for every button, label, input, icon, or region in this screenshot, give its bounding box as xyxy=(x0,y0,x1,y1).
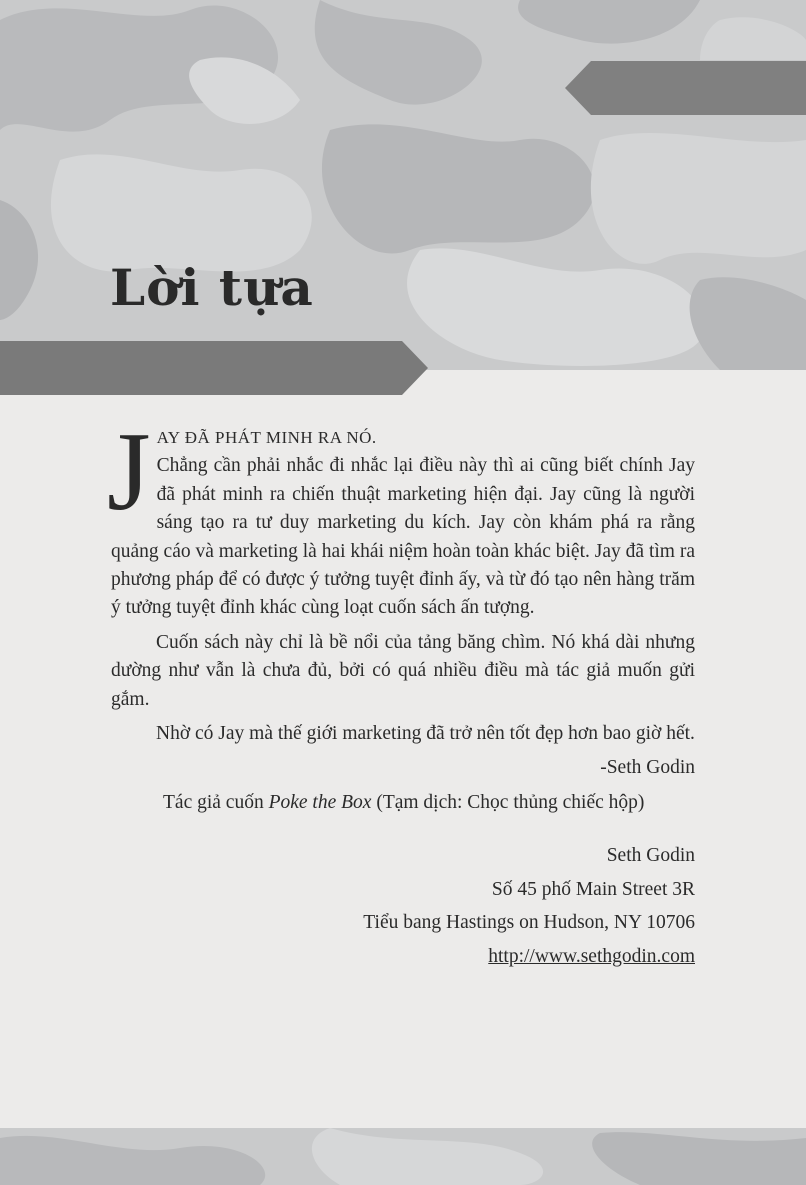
attribution xyxy=(111,789,695,817)
camouflage-footer xyxy=(0,1128,806,1185)
signature: -Seth Godin xyxy=(600,757,695,779)
lead-caps: AY ĐÃ PHÁT MINH RA NÓ. xyxy=(156,428,377,447)
address-city: Tiểu bang Hastings on Hudson, NY 10706 xyxy=(363,912,695,934)
header-band-right xyxy=(565,61,806,115)
body-text xyxy=(107,410,695,973)
address-street: Số 45 phố Main Street 3R xyxy=(491,878,695,900)
address-block xyxy=(111,839,695,973)
attribution-book-title: Poke the Box xyxy=(268,791,372,813)
dropcap-letter: J xyxy=(107,410,151,534)
website-link[interactable]: http://www.sethgodin.com xyxy=(488,945,695,967)
paragraph-2: Cuốn sách này chỉ là bề nổi của tảng băng chìm. Nó khá dài nhưng dường như vẫn là chưa đủ, bởi có quá nhiều điều mà tác giả muốn gửi gắm. xyxy=(111,631,695,710)
title-band xyxy=(0,341,428,395)
page-title: Lời tựa xyxy=(110,258,314,317)
attribution-prefix: Tác giả cuốn xyxy=(163,791,269,813)
address-name: Seth Godin xyxy=(606,845,695,867)
paragraph-3: Nhờ có Jay mà thế giới marketing đã trở nên tốt đẹp hơn bao giờ hết. xyxy=(156,723,695,745)
lead-text: Chẳng cần phải nhắc đi nhắc lại điều này thì ai cũng biết chính Jay đã phát minh ra chiến thuật marketing hiện đại. Jay cũng là người sáng tạo ra tư duy marketing du kích. Jay còn khám phá ra rằng quảng cáo và marketing là hai khái niệm hoàn toàn khác biệt. Jay đã tìm ra phương pháp để có được ý tưởng tuyệt đỉnh ấy, và từ đó tạo nên hàng trăm ý tưởng tuyệt đỉnh khác cùng loạt cuốn sách ấn tượng. xyxy=(111,455,695,619)
lead-paragraph xyxy=(107,410,695,623)
attribution-suffix: (Tạm dịch: Chọc thủng chiếc hộp) xyxy=(371,791,645,813)
camouflage-footer-pattern xyxy=(0,1128,806,1185)
